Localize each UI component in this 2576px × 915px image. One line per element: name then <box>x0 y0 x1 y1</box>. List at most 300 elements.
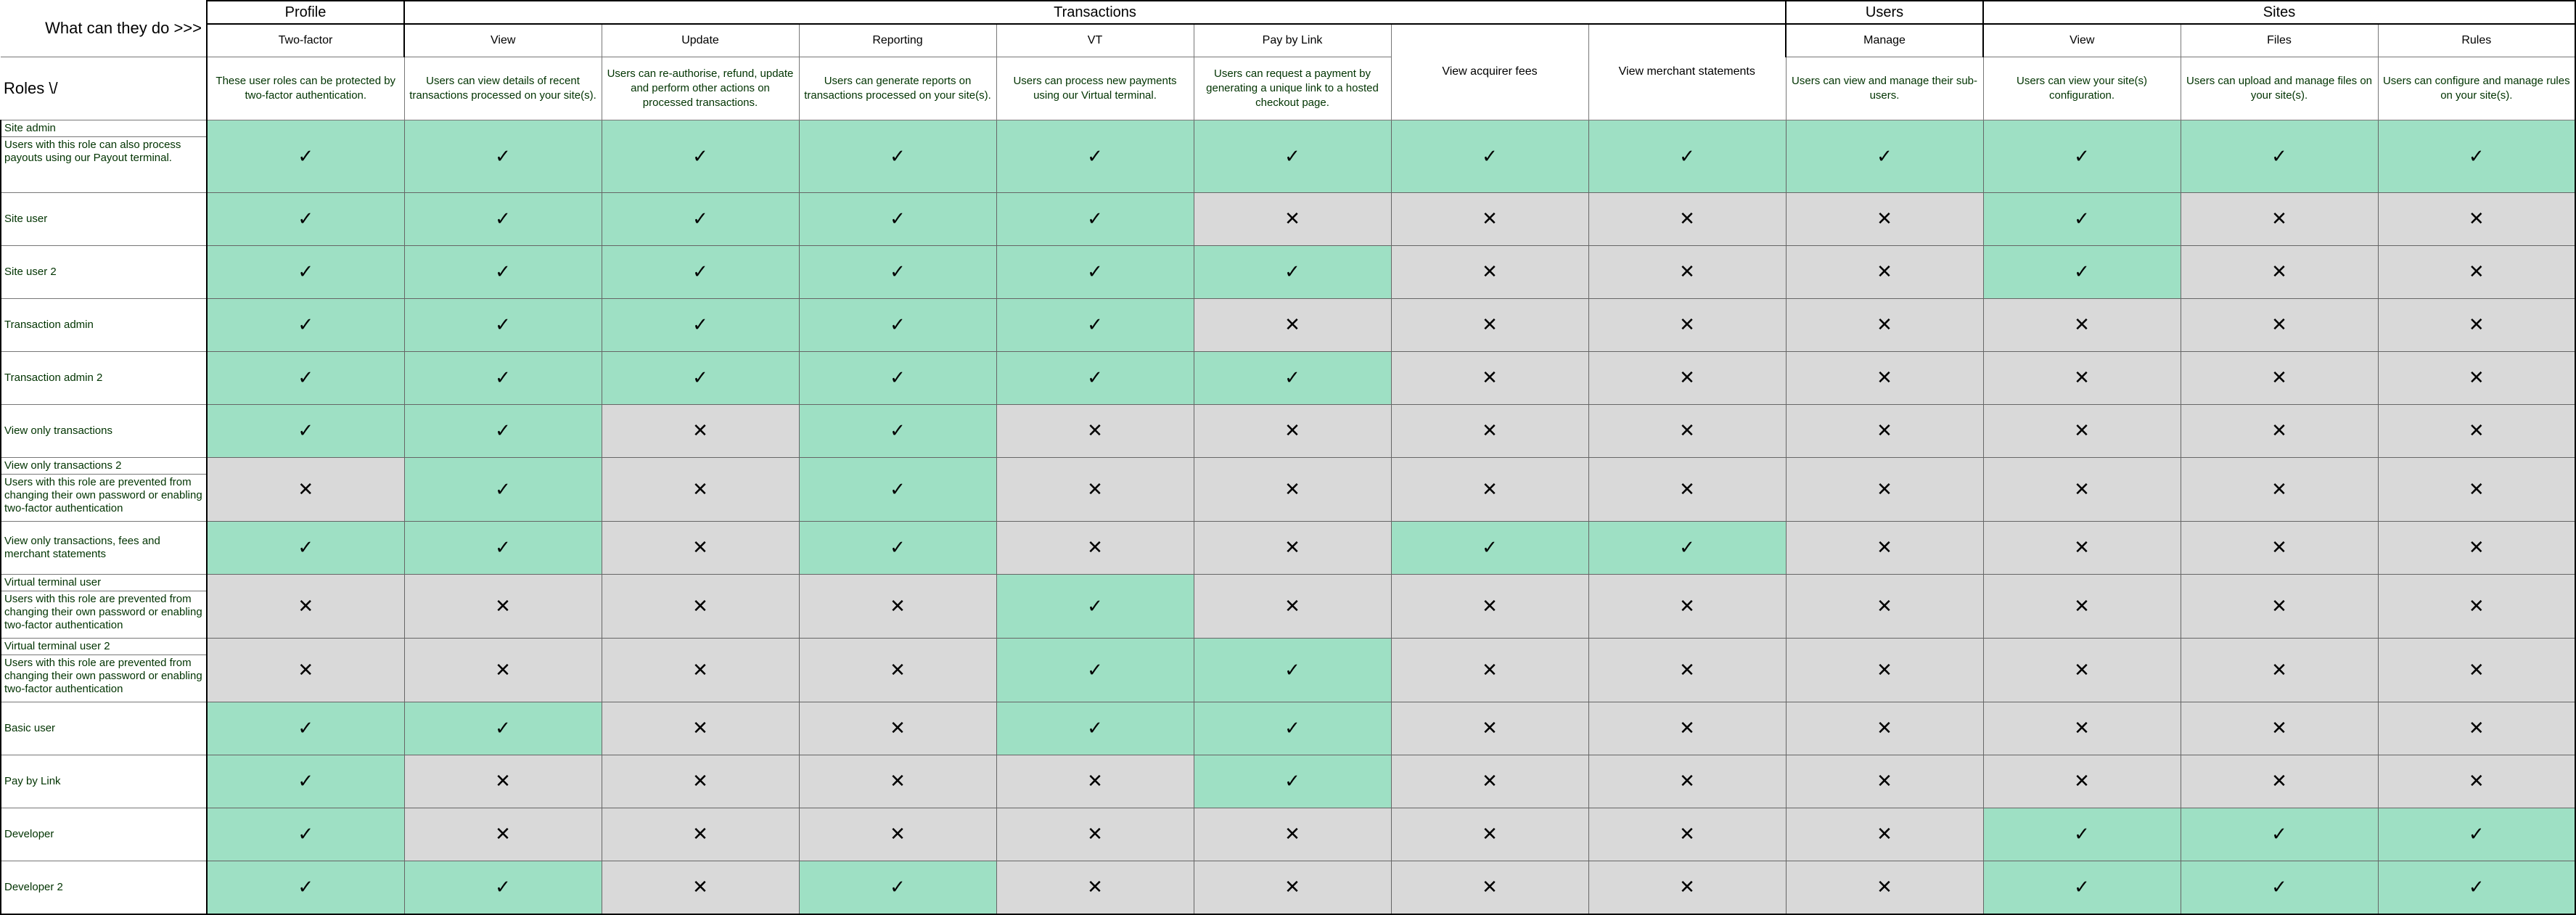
check-icon: ✓ <box>298 366 314 388</box>
check-icon: ✓ <box>1284 144 1300 167</box>
check-icon: ✓ <box>1284 770 1300 792</box>
permission-granted-cell <box>207 521 404 574</box>
group-header-users: Users <box>1786 1 1983 24</box>
permission-granted-cell <box>404 404 602 457</box>
permission-denied-cell <box>2378 702 2575 755</box>
cross-icon: ✕ <box>1482 717 1498 739</box>
check-icon: ✓ <box>495 208 511 229</box>
cross-icon: ✕ <box>890 770 906 792</box>
role-row <box>1 298 2575 351</box>
permission-granted-cell <box>404 702 602 755</box>
role-name: Virtual terminal user <box>4 575 102 588</box>
column-header-update: Update <box>602 24 799 57</box>
role-row <box>1 638 2575 702</box>
check-icon: ✓ <box>298 313 314 335</box>
cross-icon: ✕ <box>1679 208 1695 229</box>
cross-icon: ✕ <box>1679 876 1695 898</box>
permission-denied-cell <box>1391 245 1588 298</box>
column-header-view-acquirer-fees: View acquirer fees <box>1391 24 1588 120</box>
check-icon: ✓ <box>495 876 511 898</box>
roles-header: Roles \/ <box>1 57 207 120</box>
permission-granted-cell <box>602 245 799 298</box>
permission-granted-cell <box>996 245 1194 298</box>
permission-granted-cell <box>207 808 404 861</box>
role-name: View only transactions <box>4 424 112 437</box>
role-cell <box>1 457 207 521</box>
check-icon: ✓ <box>890 419 906 441</box>
permission-denied-cell <box>1786 298 1983 351</box>
permission-granted-cell <box>1786 120 1983 192</box>
permission-denied-cell <box>1786 702 1983 755</box>
permission-granted-cell <box>996 702 1194 755</box>
permission-denied-cell <box>996 755 1194 808</box>
check-icon: ✓ <box>298 770 314 792</box>
permission-denied-cell <box>799 755 996 808</box>
permission-granted-cell <box>996 351 1194 404</box>
check-icon: ✓ <box>890 876 906 898</box>
cross-icon: ✕ <box>1876 477 1892 500</box>
check-icon: ✓ <box>2074 144 2090 167</box>
permission-granted-cell <box>799 120 996 192</box>
role-name: View only transactions 2 <box>4 459 122 472</box>
role-cell <box>1 351 207 404</box>
check-icon: ✓ <box>298 144 314 167</box>
permission-denied-cell <box>207 638 404 702</box>
cross-icon: ✕ <box>298 594 314 617</box>
role-row <box>1 457 2575 521</box>
cross-icon: ✕ <box>1087 477 1103 500</box>
check-icon: ✓ <box>1284 717 1300 739</box>
permission-granted-cell <box>1194 245 1391 298</box>
corner-label: What can they do >>> <box>1 1 207 57</box>
permission-granted-cell <box>1588 120 1786 192</box>
cross-icon: ✕ <box>1679 477 1695 500</box>
check-icon: ✓ <box>2074 260 2090 282</box>
role-name: Site user <box>4 212 48 225</box>
permission-denied-cell <box>1588 404 1786 457</box>
cross-icon: ✕ <box>1284 419 1300 441</box>
cross-icon: ✕ <box>692 770 708 792</box>
check-icon: ✓ <box>2074 876 2090 898</box>
check-icon: ✓ <box>1087 208 1103 229</box>
check-icon: ✓ <box>1087 658 1103 681</box>
cross-icon: ✕ <box>1679 594 1695 617</box>
cross-icon: ✕ <box>2271 594 2287 617</box>
permission-denied-cell <box>404 755 602 808</box>
permission-denied-cell <box>1391 861 1588 914</box>
permission-granted-cell <box>1588 521 1786 574</box>
column-description-manage: Users can view and manage their sub-users. <box>1786 57 1983 120</box>
cross-icon: ✕ <box>2074 536 2090 558</box>
permission-denied-cell <box>1786 808 1983 861</box>
role-row <box>1 574 2575 638</box>
permission-denied-cell <box>1983 298 2181 351</box>
check-icon: ✓ <box>1284 260 1300 282</box>
cross-icon: ✕ <box>692 876 708 898</box>
permission-denied-cell <box>996 404 1194 457</box>
permission-denied-cell <box>1391 702 1588 755</box>
cross-icon: ✕ <box>2271 770 2287 792</box>
check-icon: ✓ <box>1679 144 1695 167</box>
cross-icon: ✕ <box>2468 419 2485 441</box>
cross-icon: ✕ <box>1876 366 1892 388</box>
cross-icon: ✕ <box>2468 313 2485 335</box>
permission-granted-cell <box>404 192 602 245</box>
cross-icon: ✕ <box>2074 770 2090 792</box>
cross-icon: ✕ <box>1284 594 1300 617</box>
cross-icon: ✕ <box>1679 717 1695 739</box>
permission-granted-cell <box>2181 861 2378 914</box>
cross-icon: ✕ <box>1679 770 1695 792</box>
check-icon: ✓ <box>298 419 314 441</box>
role-name: Developer <box>4 827 54 840</box>
column-header-vt: VT <box>996 24 1194 57</box>
column-description-update: Users can re-authorise, refund, update and perform other actions on processed transactions. <box>602 57 799 120</box>
cross-icon: ✕ <box>1284 313 1300 335</box>
permission-granted-cell <box>207 120 404 192</box>
check-icon: ✓ <box>692 313 708 335</box>
cross-icon: ✕ <box>692 477 708 500</box>
cross-icon: ✕ <box>1876 594 1892 617</box>
cross-icon: ✕ <box>1482 366 1498 388</box>
permission-denied-cell <box>1194 808 1391 861</box>
check-icon: ✓ <box>1876 144 1892 167</box>
check-icon: ✓ <box>890 144 906 167</box>
permission-denied-cell <box>602 457 799 521</box>
permission-denied-cell <box>2378 457 2575 521</box>
permission-denied-cell <box>1194 861 1391 914</box>
permission-denied-cell <box>1391 404 1588 457</box>
cross-icon: ✕ <box>1679 260 1695 282</box>
permission-denied-cell <box>602 755 799 808</box>
check-icon: ✓ <box>2271 144 2287 167</box>
cross-icon: ✕ <box>1284 208 1300 229</box>
permission-denied-cell <box>602 574 799 638</box>
group-header-profile: Profile <box>207 1 404 24</box>
check-icon: ✓ <box>1087 594 1103 617</box>
cross-icon: ✕ <box>2271 419 2287 441</box>
cross-icon: ✕ <box>1284 876 1300 898</box>
permission-denied-cell <box>2181 351 2378 404</box>
cross-icon: ✕ <box>692 419 708 441</box>
role-name: Site user 2 <box>4 265 57 278</box>
column-header-files: Files <box>2181 24 2378 57</box>
permission-denied-cell <box>2181 702 2378 755</box>
permission-denied-cell <box>996 861 1194 914</box>
permission-denied-cell <box>1588 245 1786 298</box>
check-icon: ✓ <box>1087 366 1103 388</box>
check-icon: ✓ <box>692 260 708 282</box>
cross-icon: ✕ <box>890 594 906 617</box>
check-icon: ✓ <box>298 823 314 845</box>
cross-icon: ✕ <box>1876 208 1892 229</box>
permission-denied-cell <box>2378 574 2575 638</box>
permission-denied-cell <box>1588 457 1786 521</box>
cross-icon: ✕ <box>1087 536 1103 558</box>
role-row <box>1 521 2575 574</box>
permission-denied-cell <box>602 702 799 755</box>
permission-granted-cell <box>799 298 996 351</box>
permission-denied-cell <box>1983 404 2181 457</box>
permission-denied-cell <box>1588 861 1786 914</box>
permission-granted-cell <box>996 298 1194 351</box>
role-cell <box>1 702 207 755</box>
check-icon: ✓ <box>298 536 314 558</box>
cross-icon: ✕ <box>692 536 708 558</box>
permission-denied-cell <box>2378 245 2575 298</box>
permission-granted-cell <box>602 298 799 351</box>
permission-denied-cell <box>2378 192 2575 245</box>
check-icon: ✓ <box>495 536 511 558</box>
role-name: Transaction admin <box>4 318 94 331</box>
cross-icon: ✕ <box>2468 208 2485 229</box>
permission-denied-cell <box>1194 574 1391 638</box>
check-icon: ✓ <box>495 717 511 739</box>
permission-denied-cell <box>404 808 602 861</box>
role-note: Users with this role are prevented from changing their own password or enabling two-factor authentication <box>1 655 206 697</box>
cross-icon: ✕ <box>2271 477 2287 500</box>
permission-granted-cell <box>799 457 996 521</box>
check-icon: ✓ <box>2468 823 2485 845</box>
cross-icon: ✕ <box>1087 419 1103 441</box>
cross-icon: ✕ <box>2271 260 2287 282</box>
permission-denied-cell <box>1786 404 1983 457</box>
check-icon: ✓ <box>890 366 906 388</box>
permission-granted-cell <box>602 120 799 192</box>
permission-granted-cell <box>799 351 996 404</box>
permission-granted-cell <box>1194 120 1391 192</box>
cross-icon: ✕ <box>1482 876 1498 898</box>
check-icon: ✓ <box>890 260 906 282</box>
permission-denied-cell <box>996 457 1194 521</box>
permission-denied-cell <box>207 574 404 638</box>
role-name: View only transactions, fees and merchant statements <box>4 534 160 560</box>
permission-granted-cell <box>2181 120 2378 192</box>
permission-denied-cell <box>1983 351 2181 404</box>
permission-denied-cell <box>1983 702 2181 755</box>
role-row <box>1 120 2575 192</box>
permission-granted-cell <box>1983 120 2181 192</box>
column-header-sites-view: View <box>1983 24 2181 57</box>
role-note: Users with this role can also process payouts using our Payout terminal. <box>1 136 206 166</box>
permission-denied-cell <box>602 808 799 861</box>
permission-denied-cell <box>1391 808 1588 861</box>
check-icon: ✓ <box>495 366 511 388</box>
check-icon: ✓ <box>890 313 906 335</box>
cross-icon: ✕ <box>495 658 511 681</box>
role-cell <box>1 521 207 574</box>
cross-icon: ✕ <box>495 823 511 845</box>
role-row <box>1 245 2575 298</box>
permission-granted-cell <box>1194 638 1391 702</box>
column-header-rules: Rules <box>2378 24 2575 57</box>
role-name: Transaction admin 2 <box>4 371 103 384</box>
check-icon: ✓ <box>495 419 511 441</box>
column-header-reporting: Reporting <box>799 24 996 57</box>
permission-granted-cell <box>2378 808 2575 861</box>
column-description-two-factor: These user roles can be protected by two-factor authentication. <box>207 57 404 120</box>
permission-granted-cell <box>207 755 404 808</box>
permission-denied-cell <box>1983 638 2181 702</box>
permission-denied-cell <box>602 861 799 914</box>
cross-icon: ✕ <box>1679 419 1695 441</box>
column-description-reporting: Users can generate reports on transactions processed on your site(s). <box>799 57 996 120</box>
check-icon: ✓ <box>2468 876 2485 898</box>
role-row <box>1 861 2575 914</box>
permission-granted-cell <box>799 404 996 457</box>
permission-denied-cell <box>2378 351 2575 404</box>
cross-icon: ✕ <box>495 594 511 617</box>
permission-granted-cell <box>799 521 996 574</box>
cross-icon: ✕ <box>1679 658 1695 681</box>
role-row <box>1 351 2575 404</box>
permission-denied-cell <box>2181 457 2378 521</box>
cross-icon: ✕ <box>298 658 314 681</box>
permission-denied-cell <box>799 574 996 638</box>
permission-denied-cell <box>1983 574 2181 638</box>
cross-icon: ✕ <box>2468 770 2485 792</box>
cross-icon: ✕ <box>2074 594 2090 617</box>
cross-icon: ✕ <box>1482 823 1498 845</box>
cross-icon: ✕ <box>692 823 708 845</box>
check-icon: ✓ <box>692 144 708 167</box>
group-header-sites: Sites <box>1983 1 2575 24</box>
permission-granted-cell <box>799 245 996 298</box>
role-cell <box>1 120 207 192</box>
column-header-transactions-view: View <box>404 24 602 57</box>
role-note: Users with this role are prevented from changing their own password or enabling two-factor authentication <box>1 591 206 633</box>
role-rows <box>1 120 2575 914</box>
permission-granted-cell <box>996 574 1194 638</box>
cross-icon: ✕ <box>890 717 906 739</box>
role-row <box>1 755 2575 808</box>
check-icon: ✓ <box>298 260 314 282</box>
cross-icon: ✕ <box>2271 313 2287 335</box>
permission-denied-cell <box>2181 638 2378 702</box>
check-icon: ✓ <box>2468 144 2485 167</box>
permission-denied-cell <box>1194 404 1391 457</box>
permission-granted-cell <box>996 120 1194 192</box>
role-name: Virtual terminal user 2 <box>4 639 110 652</box>
cross-icon: ✕ <box>2271 536 2287 558</box>
permission-denied-cell <box>1588 192 1786 245</box>
cross-icon: ✕ <box>1482 313 1498 335</box>
permission-granted-cell <box>602 192 799 245</box>
role-name: Developer 2 <box>4 880 63 893</box>
permission-granted-cell <box>1983 192 2181 245</box>
group-header-transactions: Transactions <box>404 1 1786 24</box>
column-header-pay-by-link: Pay by Link <box>1194 24 1391 57</box>
check-icon: ✓ <box>495 260 511 282</box>
cross-icon: ✕ <box>1087 823 1103 845</box>
role-row <box>1 192 2575 245</box>
permission-denied-cell <box>1983 755 2181 808</box>
permission-granted-cell <box>602 351 799 404</box>
permission-granted-cell <box>404 298 602 351</box>
check-icon: ✓ <box>2074 823 2090 845</box>
permission-denied-cell <box>1786 861 1983 914</box>
role-cell <box>1 808 207 861</box>
permission-granted-cell <box>207 702 404 755</box>
cross-icon: ✕ <box>1284 536 1300 558</box>
column-header-two-factor: Two-factor <box>207 24 404 57</box>
permission-granted-cell <box>2378 120 2575 192</box>
check-icon: ✓ <box>890 536 906 558</box>
permission-denied-cell <box>1983 521 2181 574</box>
permission-granted-cell <box>404 861 602 914</box>
permission-denied-cell <box>2378 755 2575 808</box>
cross-icon: ✕ <box>1284 823 1300 845</box>
role-name: Pay by Link <box>4 774 61 787</box>
check-icon: ✓ <box>1284 366 1300 388</box>
cross-icon: ✕ <box>2074 313 2090 335</box>
permission-granted-cell <box>1983 245 2181 298</box>
column-description-vt: Users can process new payments using our Virtual terminal. <box>996 57 1194 120</box>
permission-denied-cell <box>2181 755 2378 808</box>
role-cell <box>1 755 207 808</box>
cross-icon: ✕ <box>1482 658 1498 681</box>
check-icon: ✓ <box>1284 658 1300 681</box>
cross-icon: ✕ <box>1679 313 1695 335</box>
check-icon: ✓ <box>298 876 314 898</box>
cross-icon: ✕ <box>1876 717 1892 739</box>
permission-denied-cell <box>1391 192 1588 245</box>
permission-denied-cell <box>1983 457 2181 521</box>
permission-denied-cell <box>1391 755 1588 808</box>
cross-icon: ✕ <box>495 770 511 792</box>
permission-denied-cell <box>1391 351 1588 404</box>
permission-granted-cell <box>207 351 404 404</box>
permission-denied-cell <box>1391 298 1588 351</box>
cross-icon: ✕ <box>298 477 314 500</box>
cross-icon: ✕ <box>2074 419 2090 441</box>
role-cell <box>1 192 207 245</box>
permission-denied-cell <box>1786 351 1983 404</box>
permission-denied-cell <box>1588 702 1786 755</box>
permission-denied-cell <box>1194 457 1391 521</box>
cross-icon: ✕ <box>1482 260 1498 282</box>
permission-denied-cell <box>1786 521 1983 574</box>
check-icon: ✓ <box>298 717 314 739</box>
cross-icon: ✕ <box>2468 658 2485 681</box>
role-cell <box>1 574 207 638</box>
permission-granted-cell <box>996 638 1194 702</box>
permission-denied-cell <box>996 808 1194 861</box>
check-icon: ✓ <box>1482 144 1498 167</box>
permission-granted-cell <box>1391 120 1588 192</box>
cross-icon: ✕ <box>692 594 708 617</box>
permission-denied-cell <box>1588 351 1786 404</box>
cross-icon: ✕ <box>2271 658 2287 681</box>
cross-icon: ✕ <box>1482 594 1498 617</box>
role-row <box>1 702 2575 755</box>
cross-icon: ✕ <box>2468 260 2485 282</box>
check-icon: ✓ <box>2074 208 2090 229</box>
check-icon: ✓ <box>1087 313 1103 335</box>
permission-denied-cell <box>1588 574 1786 638</box>
permission-denied-cell <box>1391 638 1588 702</box>
permission-denied-cell <box>2378 404 2575 457</box>
permission-denied-cell <box>2181 192 2378 245</box>
permission-denied-cell <box>996 521 1194 574</box>
permission-denied-cell <box>404 574 602 638</box>
permission-denied-cell <box>799 702 996 755</box>
role-row <box>1 404 2575 457</box>
permission-denied-cell <box>1786 245 1983 298</box>
permission-denied-cell <box>1588 808 1786 861</box>
permission-denied-cell <box>404 638 602 702</box>
permission-denied-cell <box>799 808 996 861</box>
